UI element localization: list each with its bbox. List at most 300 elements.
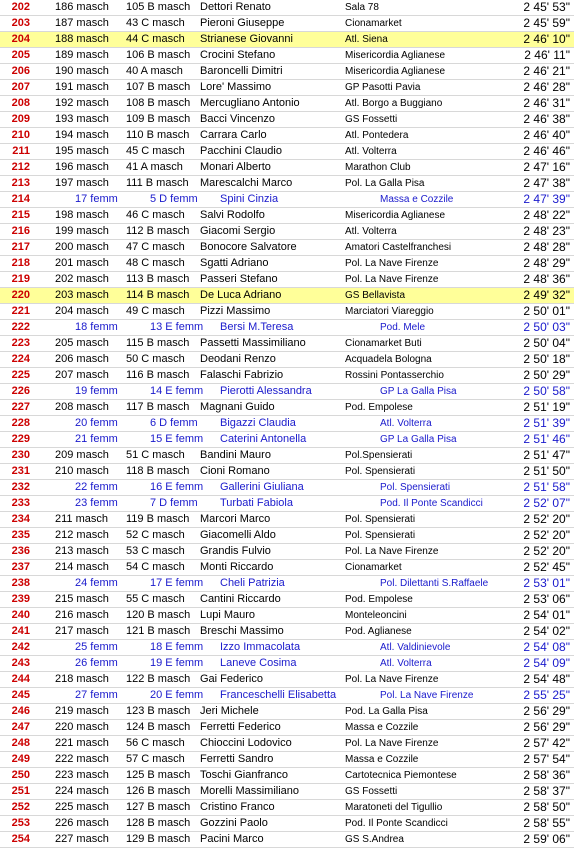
athlete-name-cell: Passetti Massimiliano	[200, 337, 306, 349]
category-rank-cell: 201 masch	[55, 257, 109, 269]
finish-time-cell: 2 58' 37"	[523, 784, 570, 798]
athlete-name-cell: Bonocore Salvatore	[200, 241, 297, 253]
subcategory-rank-cell: 106 B masch	[126, 49, 191, 61]
position-cell: 233	[11, 497, 30, 509]
club-cell: Atl. Valdinievole	[380, 642, 451, 653]
subcategory-rank-cell: 49 C masch	[126, 305, 185, 317]
athlete-name-cell: Gai Federico	[200, 673, 263, 685]
finish-time-cell: 2 52' 45"	[523, 560, 570, 574]
category-rank-cell: 199 masch	[55, 225, 109, 237]
finish-time-cell: 2 48' 22"	[523, 208, 570, 222]
finish-time-cell: 2 52' 20"	[523, 528, 570, 542]
position-cell: 209	[11, 113, 30, 125]
finish-time-cell: 2 48' 29"	[523, 256, 570, 270]
club-cell: Atl. Siena	[345, 34, 388, 45]
club-cell: Atl. Pontedera	[345, 130, 409, 141]
athlete-name-cell: Turbati Fabiola	[220, 497, 293, 509]
club-cell: Misericordia Aglianese	[345, 66, 446, 77]
category-rank-cell: 186 masch	[55, 1, 109, 13]
club-cell: Cionamarket	[345, 562, 402, 573]
subcategory-rank-cell: 116 B masch	[126, 369, 190, 381]
athlete-name-cell: Cristino Franco	[200, 801, 275, 813]
club-cell: Pod. Empolese	[345, 402, 413, 413]
position-cell: 203	[11, 17, 30, 29]
position-cell: 206	[11, 65, 30, 77]
position-cell: 208	[11, 97, 30, 109]
category-rank-cell: 196 masch	[55, 161, 109, 173]
athlete-name-cell: Franceschelli Elisabetta	[220, 689, 337, 701]
category-rank-cell: 214 masch	[55, 561, 109, 573]
athlete-name-cell: Magnani Guido	[200, 401, 275, 413]
position-cell: 231	[11, 465, 30, 477]
position-cell: 230	[11, 449, 30, 461]
subcategory-rank-cell: 46 C masch	[126, 209, 185, 221]
category-rank-cell: 200 masch	[55, 241, 109, 253]
finish-time-cell: 2 46' 46"	[523, 144, 570, 158]
category-rank-cell: 209 masch	[55, 449, 109, 461]
athlete-name-cell: Giacomelli Aldo	[200, 529, 276, 541]
athlete-name-cell: Deodani Renzo	[200, 353, 276, 365]
category-rank-cell: 212 masch	[55, 529, 109, 541]
subcategory-rank-cell: 128 B masch	[126, 817, 191, 829]
category-rank-cell: 21 femm	[75, 433, 118, 445]
club-cell: Cionamarket Buti	[345, 338, 422, 349]
club-cell: Marciatori Viareggio	[345, 306, 434, 317]
finish-time-cell: 2 48' 28"	[523, 240, 570, 254]
club-cell: Massa e Cozzile	[380, 194, 454, 205]
position-cell: 244	[11, 673, 30, 685]
subcategory-rank-cell: 125 B masch	[126, 769, 191, 781]
athlete-name-cell: Breschi Massimo	[200, 625, 284, 637]
position-cell: 214	[11, 193, 30, 205]
table-row	[0, 272, 574, 288]
category-rank-cell: 195 masch	[55, 145, 109, 157]
subcategory-rank-cell: 14 E femm	[150, 385, 204, 397]
position-cell: 247	[11, 721, 30, 733]
athlete-name-cell: Morelli Massimiliano	[200, 785, 300, 797]
table-row	[0, 32, 574, 48]
position-cell: 223	[11, 337, 30, 349]
position-cell: 235	[11, 529, 30, 541]
athlete-name-cell: Strianese Giovanni	[200, 33, 293, 45]
athlete-name-cell: De Luca Adriano	[200, 289, 282, 301]
table-row	[0, 368, 574, 384]
subcategory-rank-cell: 114 B masch	[126, 289, 190, 301]
subcategory-rank-cell: 57 C masch	[126, 753, 185, 765]
club-cell: Pod. Empolese	[345, 594, 413, 605]
table-row	[0, 736, 574, 752]
finish-time-cell: 2 51' 50"	[523, 464, 570, 478]
club-cell: Pol. La Nave Firenze	[345, 274, 439, 285]
table-row	[0, 112, 574, 128]
club-cell: GP La Galla Pisa	[380, 434, 457, 445]
table-row	[0, 336, 574, 352]
position-cell: 225	[11, 369, 30, 381]
finish-time-cell: 2 52' 07"	[523, 496, 570, 510]
subcategory-rank-cell: 19 E femm	[150, 657, 204, 669]
athlete-name-cell: Giacomi Sergio	[200, 225, 276, 237]
athlete-name-cell: Crocini Stefano	[200, 49, 276, 61]
category-rank-cell: 191 masch	[55, 81, 109, 93]
club-cell: Pod. Mele	[380, 322, 426, 333]
table-row	[0, 16, 574, 32]
position-cell: 216	[11, 225, 30, 237]
finish-time-cell: 2 58' 50"	[523, 800, 570, 814]
club-cell: Sala 78	[345, 2, 379, 13]
position-cell: 205	[11, 49, 30, 61]
table-row	[0, 496, 574, 512]
subcategory-rank-cell: 115 B masch	[126, 337, 190, 349]
finish-time-cell: 2 54' 08"	[523, 640, 570, 654]
category-rank-cell: 19 femm	[75, 385, 118, 397]
subcategory-rank-cell: 124 B masch	[126, 721, 191, 733]
subcategory-rank-cell: 117 B masch	[126, 401, 190, 413]
category-rank-cell: 216 masch	[55, 609, 109, 621]
table-row	[0, 224, 574, 240]
subcategory-rank-cell: 123 B masch	[126, 705, 191, 717]
finish-time-cell: 2 46' 11"	[524, 48, 570, 62]
table-row	[0, 704, 574, 720]
athlete-name-cell: Bigazzi Claudia	[220, 417, 296, 429]
position-cell: 204	[11, 33, 30, 45]
athlete-name-cell: Monti Riccardo	[200, 561, 274, 573]
finish-time-cell: 2 45' 53"	[523, 0, 570, 14]
subcategory-rank-cell: 113 B masch	[126, 273, 190, 285]
category-rank-cell: 22 femm	[75, 481, 118, 493]
table-row	[0, 256, 574, 272]
subcategory-rank-cell: 118 B masch	[126, 465, 190, 477]
position-cell: 253	[11, 817, 30, 829]
finish-time-cell: 2 48' 23"	[523, 224, 570, 238]
athlete-name-cell: Cantini Riccardo	[200, 593, 281, 605]
table-row	[0, 80, 574, 96]
subcategory-rank-cell: 56 C masch	[126, 737, 185, 749]
category-rank-cell: 194 masch	[55, 129, 109, 141]
table-row	[0, 512, 574, 528]
position-cell: 226	[11, 385, 30, 397]
position-cell: 220	[11, 289, 30, 301]
finish-time-cell: 2 54' 01"	[523, 608, 570, 622]
position-cell: 212	[11, 161, 30, 173]
category-rank-cell: 189 masch	[55, 49, 109, 61]
finish-time-cell: 2 56' 29"	[523, 704, 570, 718]
table-row	[0, 400, 574, 416]
table-row	[0, 592, 574, 608]
category-rank-cell: 227 masch	[55, 833, 109, 845]
athlete-name-cell: Lupi Mauro	[200, 609, 256, 621]
subcategory-rank-cell: 129 B masch	[126, 833, 191, 845]
table-row	[0, 448, 574, 464]
club-cell: Pod. Il Ponte Scandicci	[380, 498, 483, 509]
position-cell: 229	[11, 433, 30, 445]
position-cell: 243	[11, 657, 30, 669]
finish-time-cell: 2 54' 48"	[523, 672, 570, 686]
club-cell: Atl. Borgo a Buggiano	[345, 98, 443, 109]
category-rank-cell: 198 masch	[55, 209, 109, 221]
table-row	[0, 288, 574, 304]
club-cell: Pol. La Nave Firenze	[345, 738, 439, 749]
club-cell: Misericordia Aglianese	[345, 210, 446, 221]
finish-time-cell: 2 50' 58"	[523, 384, 570, 398]
category-rank-cell: 27 femm	[75, 689, 118, 701]
finish-time-cell: 2 54' 02"	[523, 624, 570, 638]
club-cell: Amatori Castelfranchesi	[345, 242, 452, 253]
finish-time-cell: 2 46' 10"	[523, 32, 570, 46]
subcategory-rank-cell: 53 C masch	[126, 545, 185, 557]
position-cell: 228	[11, 417, 30, 429]
club-cell: Atl. Volterra	[345, 226, 397, 237]
finish-time-cell: 2 51' 46"	[523, 432, 570, 446]
category-rank-cell: 192 masch	[55, 97, 109, 109]
category-rank-cell: 210 masch	[55, 465, 109, 477]
position-cell: 221	[11, 305, 30, 317]
finish-time-cell: 2 50' 18"	[523, 352, 570, 366]
category-rank-cell: 193 masch	[55, 113, 109, 125]
subcategory-rank-cell: 44 C masch	[126, 33, 185, 45]
finish-time-cell: 2 46' 31"	[523, 96, 570, 110]
table-row	[0, 768, 574, 784]
finish-time-cell: 2 46' 21"	[523, 64, 570, 78]
finish-time-cell: 2 57' 54"	[523, 752, 570, 766]
club-cell: Atl. Volterra	[380, 418, 432, 429]
table-row	[0, 304, 574, 320]
finish-time-cell: 2 50' 04"	[523, 336, 570, 350]
finish-time-cell: 2 46' 28"	[523, 80, 570, 94]
position-cell: 250	[11, 769, 30, 781]
athlete-name-cell: Grandis Fulvio	[200, 545, 271, 557]
subcategory-rank-cell: 43 C masch	[126, 17, 185, 29]
athlete-name-cell: Dettori Renato	[200, 1, 271, 13]
athlete-name-cell: Laneve Cosima	[220, 657, 297, 669]
athlete-name-cell: Jeri Michele	[200, 705, 259, 717]
category-rank-cell: 25 femm	[75, 641, 118, 653]
subcategory-rank-cell: 5 D femm	[150, 193, 198, 205]
athlete-name-cell: Sgatti Adriano	[200, 257, 269, 269]
table-row	[0, 352, 574, 368]
position-cell: 219	[11, 273, 30, 285]
table-row	[0, 800, 574, 816]
athlete-name-cell: Ferretti Federico	[200, 721, 281, 733]
category-rank-cell: 217 masch	[55, 625, 109, 637]
athlete-name-cell: Monari Alberto	[200, 161, 271, 173]
finish-time-cell: 2 57' 42"	[523, 736, 570, 750]
subcategory-rank-cell: 54 C masch	[126, 561, 185, 573]
subcategory-rank-cell: 119 B masch	[126, 513, 190, 525]
table-row	[0, 480, 574, 496]
athlete-name-cell: Pierotti Alessandra	[220, 385, 312, 397]
position-cell: 213	[11, 177, 30, 189]
table-row	[0, 784, 574, 800]
athlete-name-cell: Bersi M.Teresa	[220, 321, 294, 333]
athlete-name-cell: Pizzi Massimo	[200, 305, 271, 317]
category-rank-cell: 223 masch	[55, 769, 109, 781]
athlete-name-cell: Toschi Gianfranco	[200, 769, 289, 781]
subcategory-rank-cell: 7 D femm	[150, 497, 198, 509]
athlete-name-cell: Chioccini Lodovico	[200, 737, 292, 749]
finish-time-cell: 2 47' 16"	[523, 160, 570, 174]
table-row	[0, 640, 574, 656]
category-rank-cell: 26 femm	[75, 657, 118, 669]
table-row	[0, 464, 574, 480]
subcategory-rank-cell: 16 E femm	[150, 481, 204, 493]
category-rank-cell: 208 masch	[55, 401, 109, 413]
club-cell: Pol. La Galla Pisa	[345, 178, 425, 189]
club-cell: Pol. La Nave Firenze	[345, 258, 439, 269]
category-rank-cell: 226 masch	[55, 817, 109, 829]
finish-time-cell: 2 53' 01"	[523, 576, 570, 590]
athlete-name-cell: Pacini Marco	[200, 833, 264, 845]
club-cell: GS Fossetti	[345, 786, 398, 797]
subcategory-rank-cell: 47 C masch	[126, 241, 185, 253]
position-cell: 211	[12, 145, 30, 157]
table-row	[0, 416, 574, 432]
position-cell: 232	[11, 481, 30, 493]
position-cell: 241	[11, 625, 30, 637]
club-cell: Pol.Spensierati	[345, 450, 413, 461]
subcategory-rank-cell: 110 B masch	[126, 129, 190, 141]
table-row	[0, 528, 574, 544]
subcategory-rank-cell: 52 C masch	[126, 529, 185, 541]
athlete-name-cell: Cioni Romano	[200, 465, 270, 477]
subcategory-rank-cell: 50 C masch	[126, 353, 185, 365]
subcategory-rank-cell: 45 C masch	[126, 145, 185, 157]
category-rank-cell: 204 masch	[55, 305, 109, 317]
club-cell: Pol. Spensierati	[345, 514, 416, 525]
club-cell: Cartotecnica Piemontese	[345, 770, 457, 781]
athlete-name-cell: Bandini Mauro	[200, 449, 271, 461]
subcategory-rank-cell: 6 D femm	[150, 417, 198, 429]
table-row	[0, 656, 574, 672]
position-cell: 238	[11, 577, 30, 589]
table-row	[0, 64, 574, 80]
category-rank-cell: 190 masch	[55, 65, 109, 77]
athlete-name-cell: Baroncelli Dimitri	[200, 65, 283, 77]
club-cell: GP La Galla Pisa	[380, 386, 457, 397]
position-cell: 254	[11, 833, 30, 845]
finish-time-cell: 2 52' 20"	[523, 512, 570, 526]
subcategory-rank-cell: 18 E femm	[150, 641, 204, 653]
finish-time-cell: 2 50' 01"	[523, 304, 570, 318]
table-row	[0, 0, 574, 16]
position-cell: 249	[11, 753, 30, 765]
club-cell: GS Bellavista	[345, 290, 406, 301]
position-cell: 222	[11, 321, 30, 333]
club-cell: Marathon Club	[345, 162, 411, 173]
subcategory-rank-cell: 51 C masch	[126, 449, 185, 461]
position-cell: 202	[11, 1, 30, 13]
category-rank-cell: 23 femm	[75, 497, 118, 509]
athlete-name-cell: Passeri Stefano	[200, 273, 278, 285]
subcategory-rank-cell: 15 E femm	[150, 433, 204, 445]
category-rank-cell: 221 masch	[55, 737, 109, 749]
subcategory-rank-cell: 105 B masch	[126, 1, 191, 13]
table-row	[0, 608, 574, 624]
table-row	[0, 176, 574, 192]
category-rank-cell: 222 masch	[55, 753, 109, 765]
subcategory-rank-cell: 109 B masch	[126, 113, 191, 125]
subcategory-rank-cell: 112 B masch	[126, 225, 190, 237]
finish-time-cell: 2 56' 29"	[523, 720, 570, 734]
position-cell: 251	[11, 785, 30, 797]
club-cell: Monteleoncini	[345, 610, 407, 621]
athlete-name-cell: Gozzini Paolo	[200, 817, 268, 829]
athlete-name-cell: Bacci Vincenzo	[200, 113, 276, 125]
category-rank-cell: 215 masch	[55, 593, 109, 605]
finish-time-cell: 2 49' 32"	[523, 288, 570, 302]
athlete-name-cell: Marescalchi Marco	[200, 177, 293, 189]
table-row	[0, 192, 574, 208]
position-cell: 245	[11, 689, 30, 701]
club-cell: Pod. Aglianese	[345, 626, 412, 637]
position-cell: 239	[11, 593, 30, 605]
subcategory-rank-cell: 127 B masch	[126, 801, 191, 813]
club-cell: Pod. La Galla Pisa	[345, 706, 428, 717]
position-cell: 227	[11, 401, 30, 413]
club-cell: Pol. La Nave Firenze	[345, 546, 439, 557]
table-row	[0, 720, 574, 736]
athlete-name-cell: Carrara Carlo	[200, 129, 267, 141]
finish-time-cell: 2 48' 36"	[523, 272, 570, 286]
category-rank-cell: 205 masch	[55, 337, 109, 349]
category-rank-cell: 211 masch	[55, 513, 108, 525]
table-row	[0, 816, 574, 832]
athlete-name-cell: Spini Cinzia	[220, 193, 279, 205]
finish-time-cell: 2 53' 06"	[523, 592, 570, 606]
finish-time-cell: 2 47' 39"	[523, 192, 570, 206]
table-row	[0, 144, 574, 160]
finish-time-cell: 2 54' 09"	[523, 656, 570, 670]
position-cell: 242	[11, 641, 30, 653]
subcategory-rank-cell: 126 B masch	[126, 785, 191, 797]
position-cell: 236	[11, 545, 30, 557]
subcategory-rank-cell: 13 E femm	[150, 321, 204, 333]
table-row	[0, 208, 574, 224]
position-cell: 252	[11, 801, 30, 813]
category-rank-cell: 207 masch	[55, 369, 109, 381]
table-row	[0, 752, 574, 768]
subcategory-rank-cell: 55 C masch	[126, 593, 185, 605]
club-cell: Atl. Volterra	[380, 658, 432, 669]
athlete-name-cell: Ferretti Sandro	[200, 753, 274, 765]
athlete-name-cell: Cheli Patrizia	[220, 577, 285, 589]
table-row	[0, 832, 574, 848]
club-cell: Cionamarket	[345, 18, 402, 29]
category-rank-cell: 188 masch	[55, 33, 109, 45]
category-rank-cell: 206 masch	[55, 353, 109, 365]
table-row	[0, 624, 574, 640]
position-cell: 240	[11, 609, 30, 621]
finish-time-cell: 2 52' 20"	[523, 544, 570, 558]
table-row	[0, 96, 574, 112]
subcategory-rank-cell: 120 B masch	[126, 609, 191, 621]
finish-time-cell: 2 55' 25"	[523, 688, 570, 702]
table-row	[0, 240, 574, 256]
subcategory-rank-cell: 41 A masch	[126, 161, 183, 173]
position-cell: 248	[11, 737, 30, 749]
category-rank-cell: 17 femm	[75, 193, 118, 205]
category-rank-cell: 202 masch	[55, 273, 109, 285]
subcategory-rank-cell: 111 B masch	[126, 177, 189, 189]
club-cell: GS S.Andrea	[345, 834, 404, 845]
finish-time-cell: 2 51' 58"	[523, 480, 570, 494]
position-cell: 210	[11, 129, 30, 141]
subcategory-rank-cell: 48 C masch	[126, 257, 185, 269]
club-cell: GP Pasotti Pavia	[345, 82, 421, 93]
position-cell: 207	[11, 81, 30, 93]
category-rank-cell: 20 femm	[75, 417, 118, 429]
category-rank-cell: 197 masch	[55, 177, 109, 189]
athlete-name-cell: Pieroni Giuseppe	[200, 17, 285, 29]
